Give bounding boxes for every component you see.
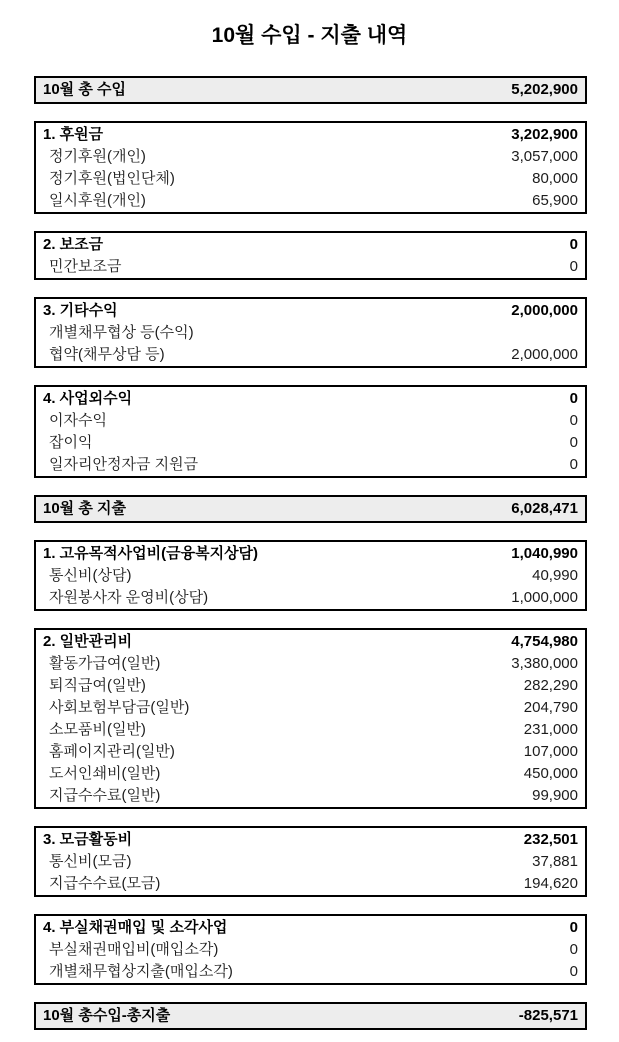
income-sections <box>0 121 619 478</box>
net-total-box <box>34 1002 587 1030</box>
row-label: 지급수수료(모금) <box>49 875 161 892</box>
line-item-row <box>36 697 585 719</box>
row-label: 통신비(상담) <box>49 567 132 584</box>
row-label: 이자수익 <box>49 412 107 429</box>
section-header-row <box>36 542 585 565</box>
line-item-row <box>36 168 585 190</box>
row-value: 3,202,900 <box>511 125 578 143</box>
row-label: 2. 일반관리비 <box>43 632 133 650</box>
income-total-box <box>34 76 587 104</box>
row-value: 282,290 <box>523 677 578 694</box>
net-total-label: 10월 총수입-총지출 <box>43 1007 171 1024</box>
row-value: 0 <box>569 258 578 275</box>
income-section-box <box>34 231 587 280</box>
row-label: 개별채무협상지출(매입소각) <box>49 963 233 980</box>
row-value: 231,000 <box>523 721 578 738</box>
line-item-row <box>36 410 585 432</box>
row-value: 0 <box>569 434 578 451</box>
line-item-row <box>36 565 585 587</box>
row-label: 정기후원(개인) <box>49 148 146 165</box>
row-label: 일자리안정자금 지원금 <box>49 456 199 473</box>
expense-sections <box>0 540 619 985</box>
row-value: 1,000,000 <box>511 589 578 606</box>
page-title: 10월 수입 - 지출 내역 <box>211 24 408 47</box>
row-label: 1. 후원금 <box>43 125 104 143</box>
line-item-row <box>36 851 585 873</box>
row-value: 4,754,980 <box>511 632 578 650</box>
income-section-box <box>34 121 587 214</box>
line-item-row <box>36 763 585 785</box>
row-label: 2. 보조금 <box>43 235 104 253</box>
row-value: 65,900 <box>532 192 578 209</box>
line-item-row <box>36 675 585 697</box>
income-section-box <box>34 297 587 368</box>
row-label: 정기후원(법인단체) <box>49 170 175 187</box>
row-value: 0 <box>569 963 578 980</box>
row-value: 232,501 <box>523 830 578 848</box>
row-label: 퇴직급여(일반) <box>49 677 146 694</box>
row-value: 107,000 <box>523 743 578 760</box>
row-value: 3,057,000 <box>511 148 578 165</box>
line-item-row <box>36 344 585 366</box>
row-label: 도서인쇄비(일반) <box>49 765 161 782</box>
row-value: 2,000,000 <box>511 301 578 319</box>
line-item-row <box>36 322 585 344</box>
row-value: 37,881 <box>532 853 578 870</box>
line-item-row <box>36 873 585 895</box>
line-item-row <box>36 961 585 983</box>
section-header-row <box>36 123 585 146</box>
income-section-box <box>34 385 587 478</box>
expense-total-row <box>36 497 585 521</box>
net-total-row <box>36 1004 585 1028</box>
expense-section-box <box>34 540 587 611</box>
row-label: 1. 고유목적사업비(금융복지상담) <box>43 544 259 562</box>
line-item-row <box>36 587 585 609</box>
row-label: 3. 모금활동비 <box>43 830 133 848</box>
row-label: 개별채무협상 등(수익) <box>49 324 194 341</box>
row-value: 0 <box>569 941 578 958</box>
row-label: 민간보조금 <box>49 258 122 275</box>
section-header-row <box>36 630 585 653</box>
row-label: 4. 부실채권매입 및 소각사업 <box>43 918 228 936</box>
section-header-row <box>36 233 585 256</box>
row-value: 1,040,990 <box>511 544 578 562</box>
line-item-row <box>36 190 585 212</box>
row-value: 40,990 <box>532 567 578 584</box>
row-label: 일시후원(개인) <box>49 192 146 209</box>
line-item-row <box>36 719 585 741</box>
net-total-value: -825,571 <box>518 1007 578 1024</box>
income-total-row <box>36 78 585 102</box>
line-item-row <box>36 939 585 961</box>
row-value: 0 <box>569 389 578 407</box>
expense-total-box <box>34 495 587 523</box>
section-header-row <box>36 387 585 410</box>
row-label: 통신비(모금) <box>49 853 132 870</box>
expense-section-box <box>34 826 587 897</box>
row-value: 0 <box>569 918 578 936</box>
row-label: 지급수수료(일반) <box>49 787 161 804</box>
row-label: 홈페이지관리(일반) <box>49 743 175 760</box>
line-item-row <box>36 454 585 476</box>
row-value: 0 <box>569 456 578 473</box>
income-total-label: 10월 총 수입 <box>43 81 126 98</box>
row-label: 협약(채무상담 등) <box>49 346 165 363</box>
line-item-row <box>36 256 585 278</box>
line-item-row <box>36 785 585 807</box>
section-header-row <box>36 828 585 851</box>
line-item-row <box>36 653 585 675</box>
row-value: 80,000 <box>532 170 578 187</box>
row-value: 450,000 <box>523 765 578 782</box>
row-label: 4. 사업외수익 <box>43 389 133 407</box>
expense-total-label: 10월 총 지출 <box>43 500 126 517</box>
section-header-row <box>36 299 585 322</box>
row-value: 3,380,000 <box>511 655 578 672</box>
row-label: 잡이익 <box>49 434 93 451</box>
row-label: 부실채권매입비(매입소각) <box>49 941 219 958</box>
row-label: 3. 기타수익 <box>43 301 118 319</box>
row-value: 204,790 <box>523 699 578 716</box>
line-item-row <box>36 146 585 168</box>
line-item-row <box>36 432 585 454</box>
row-label: 사회보험부담금(일반) <box>49 699 190 716</box>
row-value: 194,620 <box>523 875 578 892</box>
expense-total-value: 6,028,471 <box>511 500 578 517</box>
row-label: 소모품비(일반) <box>49 721 146 738</box>
section-header-row <box>36 916 585 939</box>
row-value: 2,000,000 <box>511 346 578 363</box>
income-total-value: 5,202,900 <box>511 81 578 98</box>
line-item-row <box>36 741 585 763</box>
row-value: 0 <box>569 412 578 429</box>
expense-section-box <box>34 628 587 809</box>
row-label: 활동가급여(일반) <box>49 655 161 672</box>
expense-section-box <box>34 914 587 985</box>
row-label: 자원봉사자 운영비(상담) <box>49 589 209 606</box>
row-value: 0 <box>569 235 578 253</box>
row-value: 99,900 <box>532 787 578 804</box>
